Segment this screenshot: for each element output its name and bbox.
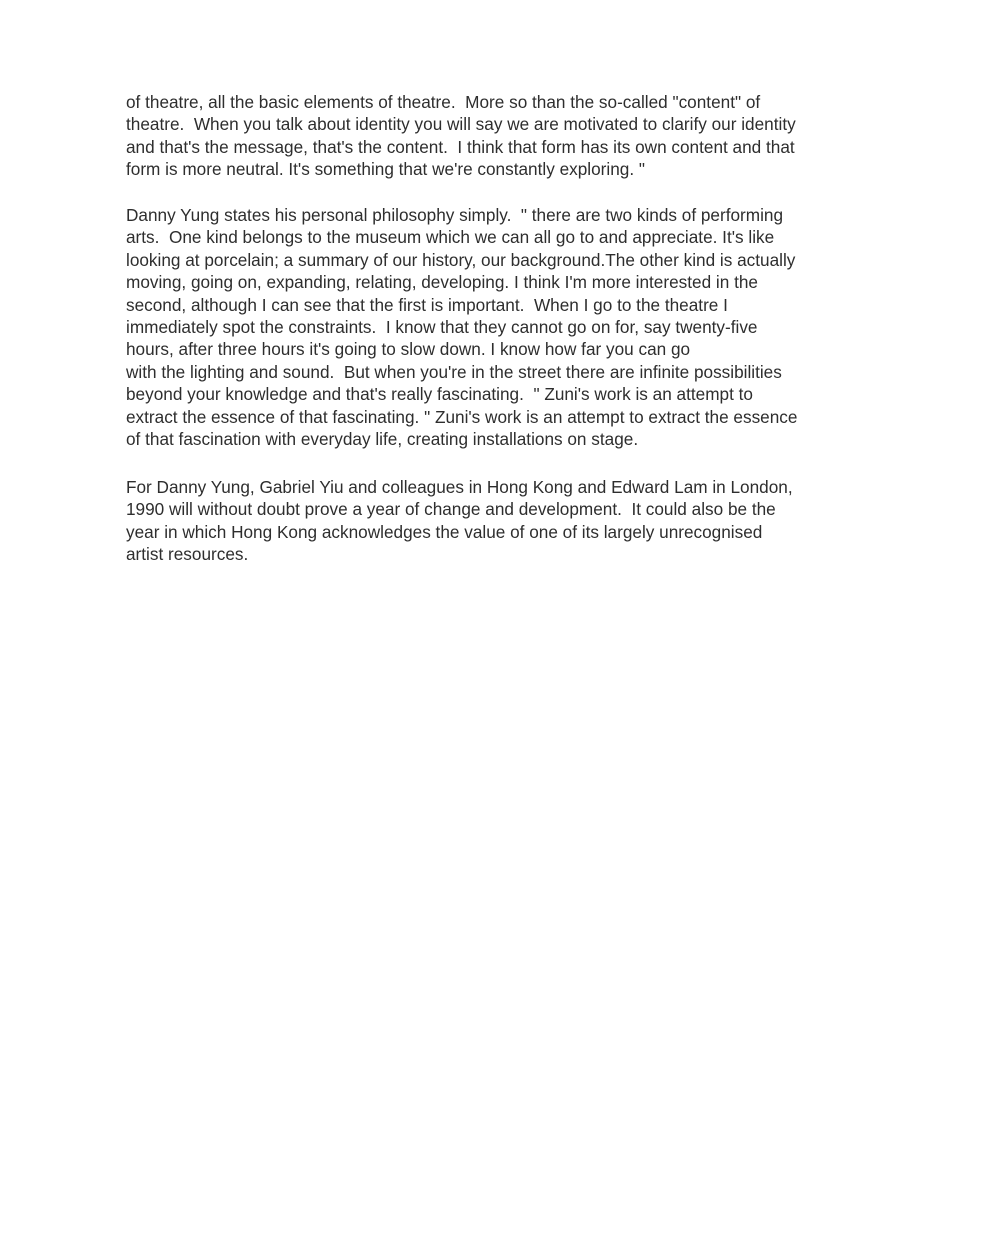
- text-line: looking at porcelain; a summary of our history, our background.The other kind is actually: [126, 249, 796, 270]
- text-line: hours, after three hours it's going to slow down. I know how far you can go: [126, 339, 691, 360]
- text-line: second, although I can see that the first is important. When I go to the theatre I: [126, 294, 728, 315]
- text-line: beyond your knowledge and that's really fascinating. " Zuni's work is an attempt to: [126, 384, 753, 405]
- text-line: moving, going on, expanding, relating, developing. I think I'm more interested in the: [126, 272, 758, 293]
- text-line: For Danny Yung, Gabriel Yiu and colleagues in Hong Kong and Edward Lam in London,: [126, 477, 793, 497]
- text-line: Danny Yung states his personal philosophy simply. " there are two kinds of performing: [126, 205, 784, 225]
- text-line: and that's the message, that's the content. I think that form has its own content and that: [126, 136, 795, 157]
- paragraph-conclusion-1990: [126, 476, 866, 566]
- text-line: extract the essence of that fascinating. " Zuni's work is an attempt to extract the essence: [126, 406, 798, 427]
- text-line: form is more neutral. It's something that we're constantly exploring. ": [126, 159, 645, 180]
- paragraph-form-and-content: [126, 91, 866, 181]
- paragraph-personal-philosophy: [126, 204, 866, 450]
- text-line: with the lighting and sound. But when you're in the street there are infinite possibilities: [126, 361, 782, 382]
- text-line: of theatre, all the basic elements of theatre. More so than the so-called "content" of: [126, 92, 761, 112]
- text-line: of that fascination with everyday life, creating installations on stage.: [126, 429, 639, 450]
- text-line: artist resources.: [126, 544, 249, 565]
- text-line: arts. One kind belongs to the museum which we can all go to and appreciate. It's like: [126, 227, 775, 248]
- text-line: 1990 will without doubt prove a year of change and development. It could also be the: [126, 499, 776, 520]
- text-line: year in which Hong Kong acknowledges the value of one of its largely unrecognised: [126, 521, 763, 542]
- text-line: immediately spot the constraints. I know that they cannot go on for, say twenty-five: [126, 317, 758, 338]
- text-line: theatre. When you talk about identity you will say we are motivated to clarify our identity: [126, 114, 796, 135]
